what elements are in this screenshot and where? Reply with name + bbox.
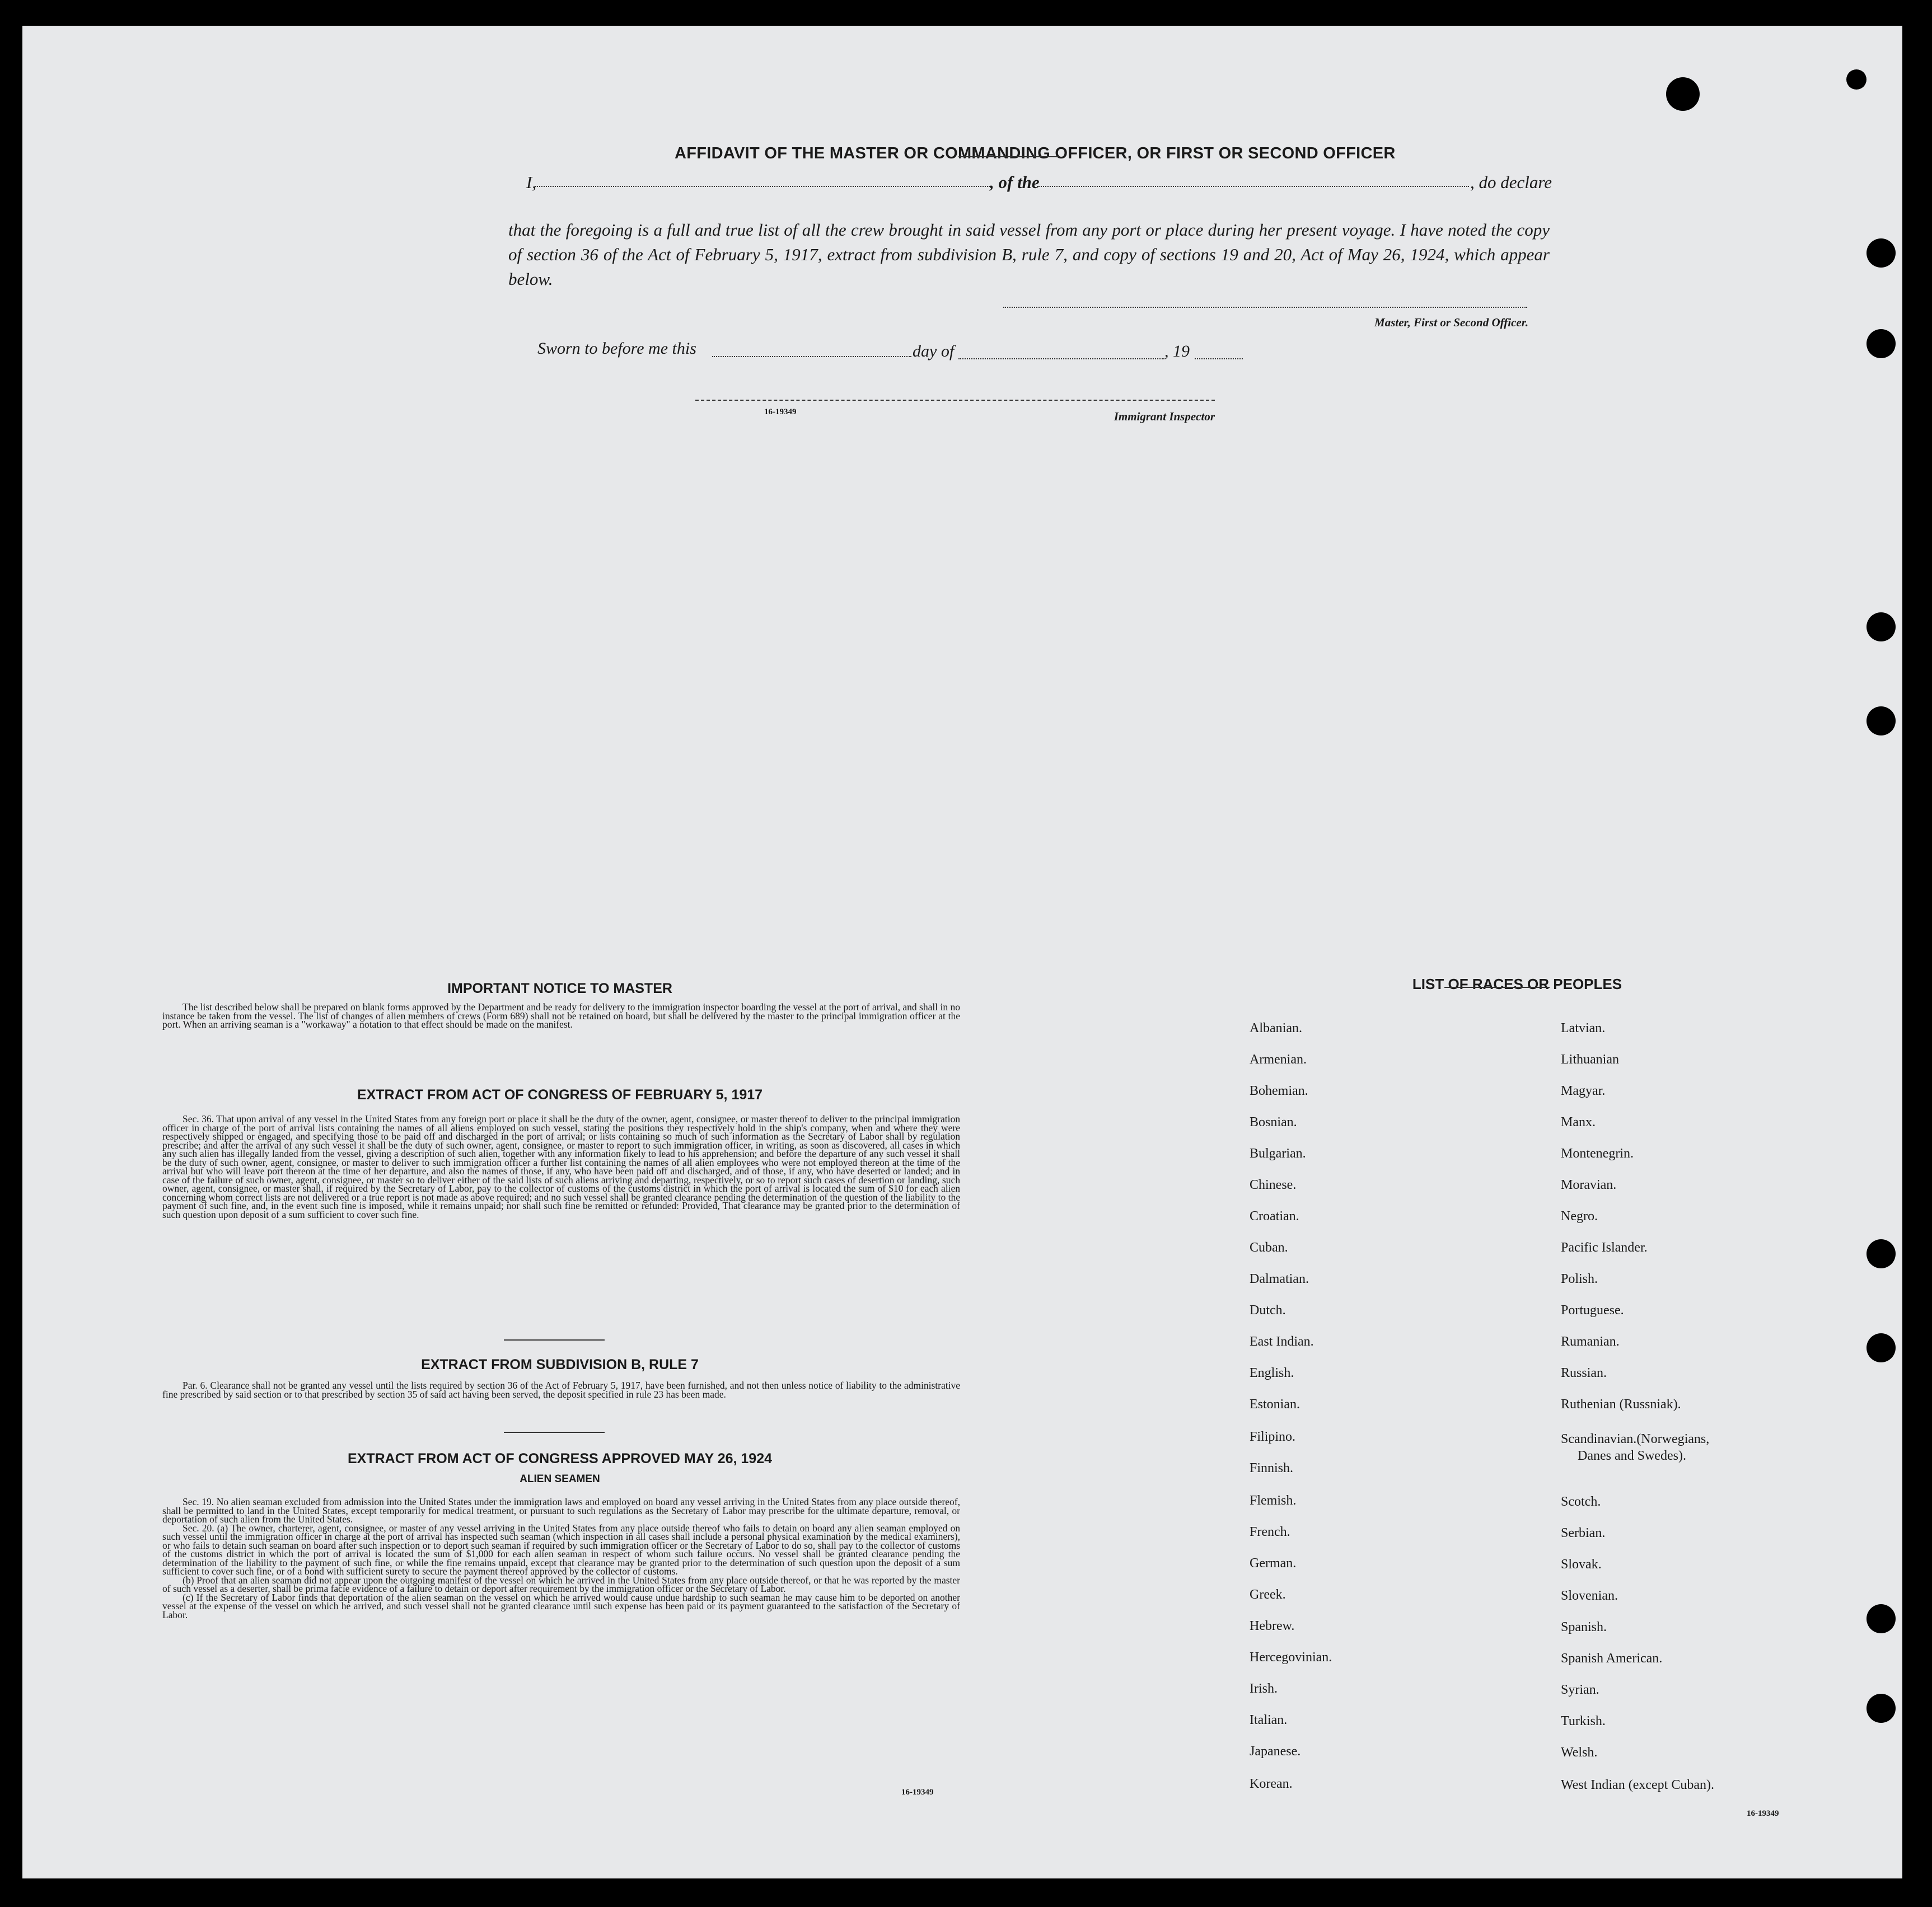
race-item: West Indian (except Cuban).: [1561, 1778, 1714, 1792]
punch-hole: [1866, 1239, 1896, 1268]
race-item: Pacific Islander.: [1561, 1240, 1648, 1255]
punch-hole: [1866, 1333, 1896, 1362]
punch-hole: [1846, 69, 1866, 90]
race-item: Manx.: [1561, 1115, 1596, 1130]
name-blank[interactable]: [535, 186, 990, 187]
day-of-label: day of: [913, 342, 955, 360]
rule7-title: EXTRACT FROM SUBDIVISION B, RULE 7: [421, 1357, 699, 1372]
race-item: Syrian.: [1561, 1683, 1599, 1697]
race-item: Rumanian.: [1561, 1334, 1620, 1349]
officer-signature-label: Master, First or Second Officer.: [1374, 316, 1528, 329]
punch-hole: [1866, 1604, 1896, 1633]
race-item: Croatian.: [1250, 1209, 1299, 1224]
form-number: 16-19349: [1747, 1809, 1779, 1818]
alien-seamen-subtitle: ALIEN SEAMEN: [520, 1473, 600, 1485]
race-item: Italian.: [1250, 1713, 1288, 1727]
race-item: Scandinavian.(Norwegians,: [1561, 1432, 1710, 1446]
document-page: [22, 26, 1903, 1878]
vessel-blank[interactable]: [1037, 186, 1469, 187]
race-item: German.: [1250, 1556, 1297, 1571]
officer-signature-line[interactable]: [1003, 307, 1527, 308]
divider: [504, 1432, 605, 1433]
sworn-month-blank[interactable]: [958, 358, 1164, 359]
races-title: LIST OF RACES OR PEOPLES: [1412, 976, 1622, 992]
race-item: Slovak.: [1561, 1557, 1602, 1572]
race-item: Greek.: [1250, 1587, 1286, 1602]
sworn-day-blank[interactable]: [712, 356, 911, 357]
race-item: Armenian.: [1250, 1052, 1307, 1067]
race-item: Montenegrin.: [1561, 1146, 1634, 1161]
race-item: Spanish.: [1561, 1620, 1607, 1634]
title-underline: [958, 156, 1059, 157]
race-item: Bulgarian.: [1250, 1146, 1306, 1161]
sworn-label: Sworn to before me this: [537, 339, 696, 358]
notice-text: The list described below shall be prepared on blank forms approved by the Department and be ready for delivery to the immigration inspector boarding the vessel at the port of arrival, and shall in no instance be taken from the vessel. The list of changes of alien members of crews (Form 689) shall not be retained on board, but shall be delivered by the master to the principal immigration officer at the port. When an arriving seaman is a "workaway" a notation to that effect should be made on the manifest.: [162, 1001, 960, 1030]
affidavit-i-label: I,: [526, 172, 537, 192]
race-item: Ruthenian (Russniak).: [1561, 1397, 1681, 1412]
race-item: Flemish.: [1250, 1493, 1297, 1508]
race-item: Irish.: [1250, 1681, 1278, 1696]
sworn-year-blank[interactable]: [1195, 358, 1243, 359]
race-item: Bosnian.: [1250, 1115, 1297, 1130]
race-item: Dutch.: [1250, 1303, 1286, 1318]
race-item: Welsh.: [1561, 1745, 1598, 1760]
race-item: Dalmatian.: [1250, 1272, 1309, 1286]
punch-hole: [1866, 612, 1896, 641]
race-item: Russian.: [1561, 1366, 1607, 1380]
race-item: Polish.: [1561, 1272, 1598, 1286]
race-item: Filipino.: [1250, 1430, 1296, 1444]
rule7-text: Par. 6. Clearance shall not be granted any vessel until the lists required by section 36 of the Act of February 5, 1917, have been furnished, and not then unless notice of liability to the administrative fine prescribed by said section or to that prescribed by section 35 of said act having been served, the deposit specified in rule 23 has been made.: [162, 1380, 960, 1400]
affidavit-title: AFFIDAVIT OF THE MASTER OR COMMANDING OFFICER, OR FIRST OR SECOND OFFICER: [675, 144, 1396, 162]
race-item: Lithuanian: [1561, 1052, 1619, 1067]
race-item: Spanish American.: [1561, 1651, 1663, 1666]
do-declare-label: , do declare: [1470, 172, 1552, 192]
of-the-label: , of the: [990, 172, 1040, 192]
race-item: Korean.: [1250, 1777, 1293, 1791]
race-item: Slovenian.: [1561, 1589, 1618, 1603]
divider: [504, 1339, 605, 1341]
race-item: Magyar.: [1561, 1084, 1606, 1098]
race-item: Serbian.: [1561, 1526, 1606, 1540]
punch-hole: [1866, 329, 1896, 358]
form-number: 16-19349: [901, 1788, 934, 1797]
race-item: French.: [1250, 1525, 1290, 1539]
race-item: Chinese.: [1250, 1178, 1297, 1192]
race-item: Negro.: [1561, 1209, 1598, 1224]
race-item: Portuguese.: [1561, 1303, 1624, 1318]
race-item: Turkish.: [1561, 1714, 1606, 1728]
race-item: English.: [1250, 1366, 1294, 1380]
race-item: Bohemian.: [1250, 1084, 1308, 1098]
inspector-signature-line[interactable]: [695, 400, 1215, 401]
punch-hole: [1866, 238, 1896, 268]
race-item: Latvian.: [1561, 1021, 1606, 1036]
extract-1924-text: Sec. 19. No alien seaman excluded from admission into the United States under the immigration laws and employed on board any vessel arriving in the United States from any place outside thereof, shall be permitted to land in the United States, except temporarily for medical treatment, or pursuant to such regulations as the Secretary of Labor may prescribe for the ultimate departure, removal, or deportation of such alien from the United States. Sec. 20. (a) The owner, charterer, agent, consignee, or master of any vessel arriving in the United States from any place outside thereof who fails to detain on board any alien seaman employed on such vessel until the immigration officer in charge at the port of arrival has inspected such seaman (which inspection in all cases shall include a personal physical examination by the medical examiners), or who fails to detain such seaman on board after such inspection or to deport such seaman if required by such immigration officer or the Secretary of Labor to do so, shall pay to the collector of customs of the customs district in which the port of arrival is located the sum of $1,000 for each alien seaman in respect of whom such failure occurs. No vessel shall be granted clearance pending the determination of the liability to the payment of such fine, or while the fine remains unpaid, except that clearance may be granted prior to the determination of such question upon the deposit of a sum sufficient to cover such fine, or of a bond with sufficient surety to secure the payment thereof approved by the collector of customs. (b) Proof that an alien seaman did not appear upon the outgoing manifest of the vessel on which he arrived in the United States from any place outside thereof, or that he was reported by the master of such vessel as a deserter, shall be prima facie evidence of a failure to detain or deport after requirement by the immigration officer or the Secretary of Labor. (c) If the Secretary of Labor finds that deportation of the alien seaman on the vessel on which he arrived would cause undue hardship to such seaman he may cause him to be deported on another vessel at the expense of the vessel on which he arrived, and such vessel shall not be granted clearance until such expense has been paid or its payment guaranteed to the satisfaction of the Secretary of Labor.: [162, 1496, 960, 1620]
year-label: , 19: [1164, 342, 1190, 360]
race-item: Scotch.: [1561, 1494, 1601, 1509]
punch-hole: [1866, 706, 1896, 735]
punch-hole: [1666, 77, 1700, 111]
scan-border: [1902, 0, 1932, 1907]
notice-title: IMPORTANT NOTICE TO MASTER: [447, 981, 672, 996]
race-item: Hebrew.: [1250, 1619, 1295, 1633]
inspector-label: Immigrant Inspector: [1114, 410, 1215, 423]
extract-1924-title: EXTRACT FROM ACT OF CONGRESS APPROVED MAY 26, 1924: [347, 1451, 773, 1466]
race-item: Finnish.: [1250, 1461, 1294, 1475]
race-item: Moravian.: [1561, 1178, 1617, 1192]
race-item: Albanian.: [1250, 1021, 1302, 1036]
punch-hole: [1866, 1694, 1896, 1723]
form-number: 16-19349: [764, 407, 797, 416]
race-item: Hercegovinian.: [1250, 1650, 1332, 1665]
affidavit-declaration: that the foregoing is a full and true list of all the crew brought in said vessel from any port or place during her present voyage. I have noted the copy of section 36 of the Act of February 5, 1917, extract from subdivision B, rule 7, and copy of sections 19 and 20, Act of May 26, 1924, which appear below.: [508, 220, 1550, 289]
extract-1917-title: EXTRACT FROM ACT OF CONGRESS OF FEBRUARY 5, 1917: [357, 1087, 763, 1103]
race-item: Cuban.: [1250, 1240, 1288, 1255]
race-item: East Indian.: [1250, 1334, 1314, 1349]
race-item: Japanese.: [1250, 1744, 1301, 1759]
extract-1917-text: Sec. 36. That upon arrival of any vessel in the United States from any foreign port or place it shall be the duty of the owner, agent, consignee, or master thereof to deliver to the principal immigration officer in charge of the port of arrival lists containing the names of all aliens employed on such vessel, stating the positions they respectively hold in the ship's company, when and where they were respectively shipped or engaged, and specifying those to be paid off and discharged in the port of arrival; or lists containing so much of such information as the Secretary of Labor shall by regulation prescribe; and after the arrival of any such vessel it shall be the duty of such owner, agent, consignee, or master to report to such immigration officer, in writing, as soon as discovered, all cases in which any such alien has illegally landed from the vessel, giving a description of such alien, together with any information likely to lead to his apprehension; and before the departure of any such vessel it shall be the duty of such owner, agent, consignee, or master to deliver to such immigration officer a further list containing the names of all alien employees who were not employed thereon at the time of the arrival but who will leave port thereon at the time of her departure, and also the names of those, if any, who have been paid off and discharged, and of those, if any, who have deserted or landed; and in case of the failure of such owner, agent, consignee, or master so to deliver either of the said lists of such aliens arriving and departing, respectively, or so to report such cases of desertion or landing, such owner, agent, consignee, or master shall, if required by the Secretary of Labor, pay to the collector of customs of the customs district in which the port of arrival is located the sum of $10 for each alien concerning whom correct lists are not delivered or a true report is not made as above required; and no such vessel shall be granted clearance pending the determination of the question of the liability to the payment of such fine, and, in the event such fine is imposed, while it remains unpaid; nor shall such fine be remitted or refunded: Provided, That clearance may be granted prior to the determination of such question upon deposit of a sum sufficient to cover such fine.: [162, 1113, 960, 1220]
race-item: Estonian.: [1250, 1397, 1300, 1412]
race-item: Danes and Swedes).: [1578, 1449, 1686, 1463]
races-title-underline: [1444, 987, 1550, 988]
